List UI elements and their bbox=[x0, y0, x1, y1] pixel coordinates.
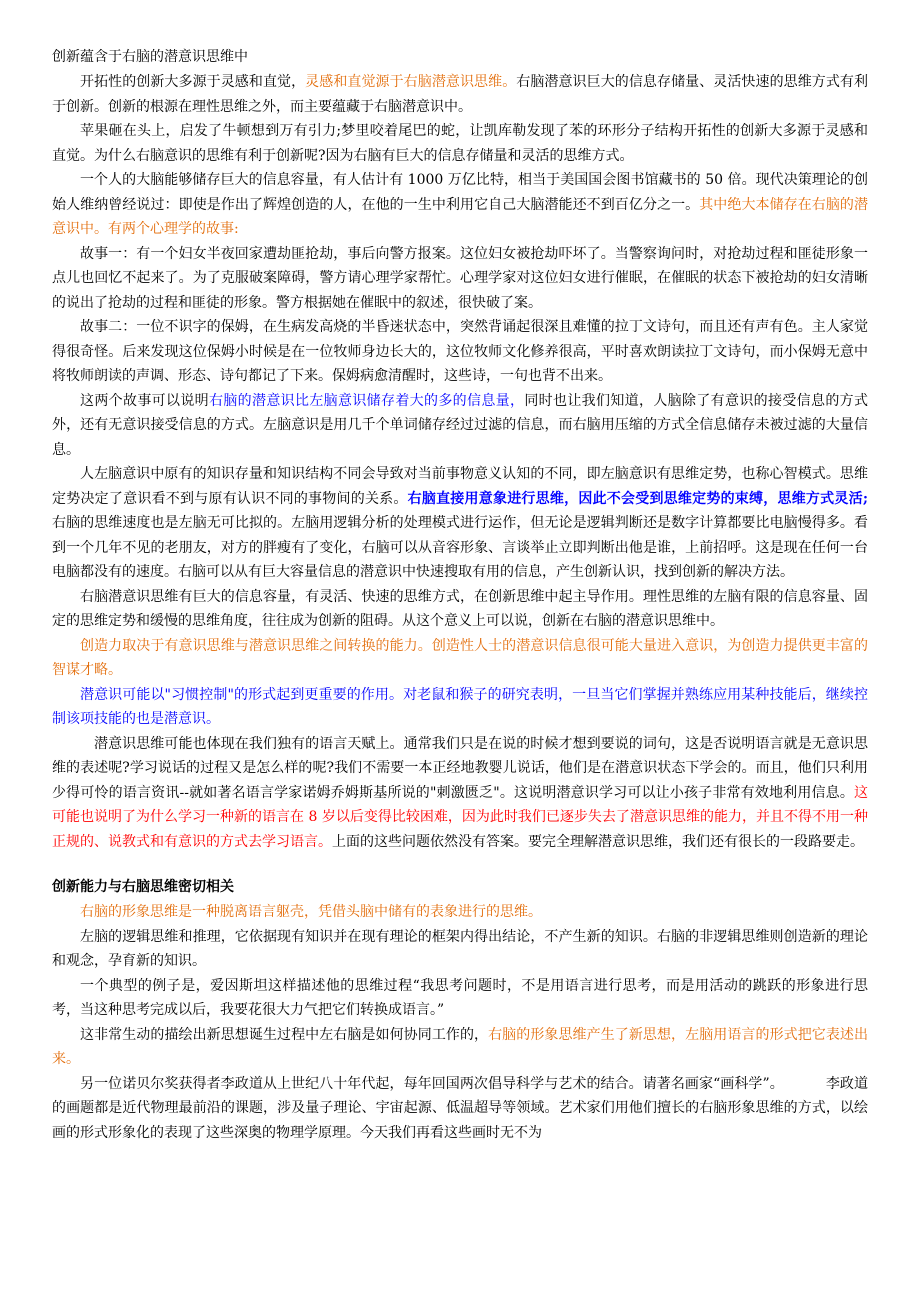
highlight-red: 这可能也说明了为什么学习一种新的语言在 8 岁以后变得比较困难，因为此时我们已逐步失去了潜意识思维的能力，并且不得不用一种正规的、说教式和有意识的方式去学习语言。 bbox=[52, 784, 868, 850]
paragraph bbox=[52, 70, 868, 119]
text-run: 潜意识思维可能也体现在我们独有的语言天赋上。通常我们只是在说的时候才想到要说的词句，这是否说明语言就是无意识思维的表述呢?学习说话的过程又是怎么样的呢?我们不需要一本正经地教婴儿说话，他们是在潜意识状态下学会的。而且，他们只利用少得可怜的语言资讯--就如著名语言学家诺姆乔姆斯基所说的"刺激匮乏"。这说明潜意识学习可以让小孩子非常有效地利用信息。 bbox=[52, 735, 868, 801]
paragraph bbox=[52, 1072, 868, 1146]
text-run: 这两个故事可以说明 bbox=[80, 392, 209, 409]
paragraph: 一个典型的例子是，爱因斯坦这样描述他的思维过程“我思考问题时，不是用语言进行思考，而是用活动的跳跃的形象进行思考，当这种思考完成以后，我要花很大力气把它们转换成语言。” bbox=[52, 977, 868, 1018]
paragraph-story-two: 故事二：一位不识字的保姆，在生病发高烧的半昏迷状态中，突然背诵起很深且难懂的拉丁文诗句，而且还有声有色。主人家觉得很奇怪。后来发现这位保姆小时候是在一位牧师身边长大的，这位牧师文化修养很高，平时喜欢朗读拉丁文诗句，而小保姆无意中将牧师朗读的声调、形态、诗句都记了下来。保姆病愈清醒时，这些诗，一句也背不出来。 bbox=[52, 319, 868, 384]
text-run: 人左脑意识中原有的知识存量和知识结构不同会导致对当前事物意义认知的不同，即左脑意识有思维定势，也称心智模式。思维定势决定了意识看不到与原有认识不同的事物间的关系。 bbox=[52, 466, 868, 507]
paragraph bbox=[52, 389, 868, 463]
paragraph: 苹果砸在头上，启发了牛顿想到万有引力;梦里咬着尾巴的蛇，让凯库勒发现了苯的环形分子结构开拓性的创新大多源于灵感和直觉。为什么右脑意识的思维有利于创新呢?因为右脑有巨大的信息存储量和灵活的思维方式。 bbox=[52, 123, 868, 164]
paragraph: 左脑的逻辑思维和推理，它依据现有知识并在现有理论的框架内得出结论，不产生新的知识。右脑的非逻辑思维则创造新的理论和观念，孕育新的知识。 bbox=[52, 928, 868, 969]
text-run: 同时也让我们知道，人脑除了有意识的接受信息的方式外，还有无意识接受信息的方式。左脑意识是用几千个单词储存经过过滤的信息，而右脑用压缩的方式全信息储存未被过滤的大量信息。 bbox=[52, 392, 869, 458]
text-run: 这非常生动的描绘出新思想诞生过程中左右脑是如何协同工作的， bbox=[80, 1026, 489, 1043]
highlight-blue: 右脑的潜意识比左脑意识储存着大的多的信息量， bbox=[209, 392, 525, 409]
paragraph bbox=[52, 1023, 868, 1072]
paragraph: 右脑潜意识思维有巨大的信息容量，有灵活、快速的思维方式，在创新思维中起主导作用。理性思维的左脑有限的信息容量、固定的思维定势和缓慢的思维角度，往往成为创新的阻碍。从这个意义上可以说，创新在右脑的潜意识思维中。 bbox=[52, 588, 868, 629]
text-run: 右脑潜意识巨大的信息存储量、灵活快速的思维方式有利于创新。创新的根源在理性思维之外，而主要蕴藏于右脑潜意识中。 bbox=[52, 74, 869, 115]
paragraph-blue: 潜意识可能以"习惯控制"的形式起到更重要的作用。对老鼠和猴子的研究表明，一旦当它们掌握并熟练应用某种技能后，继续控制该项技能的也是潜意识。 bbox=[52, 686, 868, 727]
highlight-orange: 灵感和直觉源于右脑潜意识思维。 bbox=[305, 74, 517, 90]
text-run: 上面的这些问题依然没有答案。要完全理解潜意识思维，我们还有很长的一段路要走。 bbox=[332, 833, 864, 850]
text-run: 右脑的思维速度也是左脑无可比拟的。左脑用逻辑分析的处理模式进行运作，但无论是逻辑判断还是数字计算都要比电脑慢得多。看到一个几年不见的老朋友，对方的胖瘦有了变化，右脑可以从音容形象、言谈举止立即判断出他是谁，上前招呼。这是现在任何一台电脑都没有的速度。右脑可以从有巨大容量信息的潜意识中快速搜取有用的信息，产生创新认识，找到创新的解决方法。 bbox=[52, 515, 868, 580]
paragraph bbox=[52, 462, 868, 585]
section-spacer bbox=[52, 854, 868, 874]
highlight-orange: 右脑的形象思维产生了新思想，左脑用语言的形式把它表述出来。 bbox=[52, 1026, 868, 1067]
highlight-blue-bold: 右脑直接用意象进行思维，因此不会受到思维定势的束缚，思维方式灵活; bbox=[407, 490, 868, 507]
paragraph-story-one: 故事一：有一个妇女半夜回家遭劫匪抢劫，事后向警方报案。这位妇女被抢劫吓坏了。当警察询问时，对抢劫过程和匪徒形象一点儿也回忆不起来了。为了克服破案障碍，警方请心理学家帮忙。心理学家对这位妇女进行催眠，在催眠的状态下被抢劫的妇女清晰的说出了抢劫的过程和匪徒的形象。警方根据她在催眠中的叙述，很快破了案。 bbox=[52, 245, 868, 311]
paragraph-orange: 右脑的形象思维是一种脱离语言躯壳，凭借头脑中储有的表象进行的思维。 bbox=[80, 904, 542, 920]
highlight-orange: 其中绝大本储存在右脑的潜意识中。有两个心理学的故事: bbox=[52, 196, 869, 237]
section1-title: 创新蕴含于右脑的潜意识思维中 bbox=[52, 49, 248, 65]
section2-title: 创新能力与右脑思维密切相关 bbox=[52, 879, 234, 895]
paragraph bbox=[52, 168, 868, 242]
text-run: 李政道的画题都是近代物理最前沿的课题，涉及量子理论、宇宙起源、低温超导等领域。艺术家们用他们擅长的右脑形象思维的方式，以绘画的形式形象化的表现了这些深奥的物理学原理。今天我们再看这些画时无不为 bbox=[52, 1075, 869, 1141]
paragraph bbox=[52, 732, 868, 855]
text-run: 另一位诺贝尔奖获得者李政道从上世纪八十年代起，每年回国两次倡导科学与艺术的结合。请著名画家“画科学”。 bbox=[80, 1075, 784, 1092]
text-run: 一个人的大脑能够储存巨大的信息容量，有人估计有 1000 万亿比特，相当于美国国会图书馆藏书的 50 倍。现代决策理论的创始人维纳曾经说过：即使是作出了辉煌创造的人，在他的一生中利用它自己大脑潜能还不到百亿分之一。 bbox=[52, 172, 868, 213]
paragraph-orange: 创造力取决于有意识思维与潜意识思维之间转换的能力。创造性人士的潜意识信息很可能大量进入意识，为创造力提供更丰富的智谋才略。 bbox=[52, 637, 868, 678]
text-run: 开拓性的创新大多源于灵感和直觉， bbox=[80, 74, 306, 90]
